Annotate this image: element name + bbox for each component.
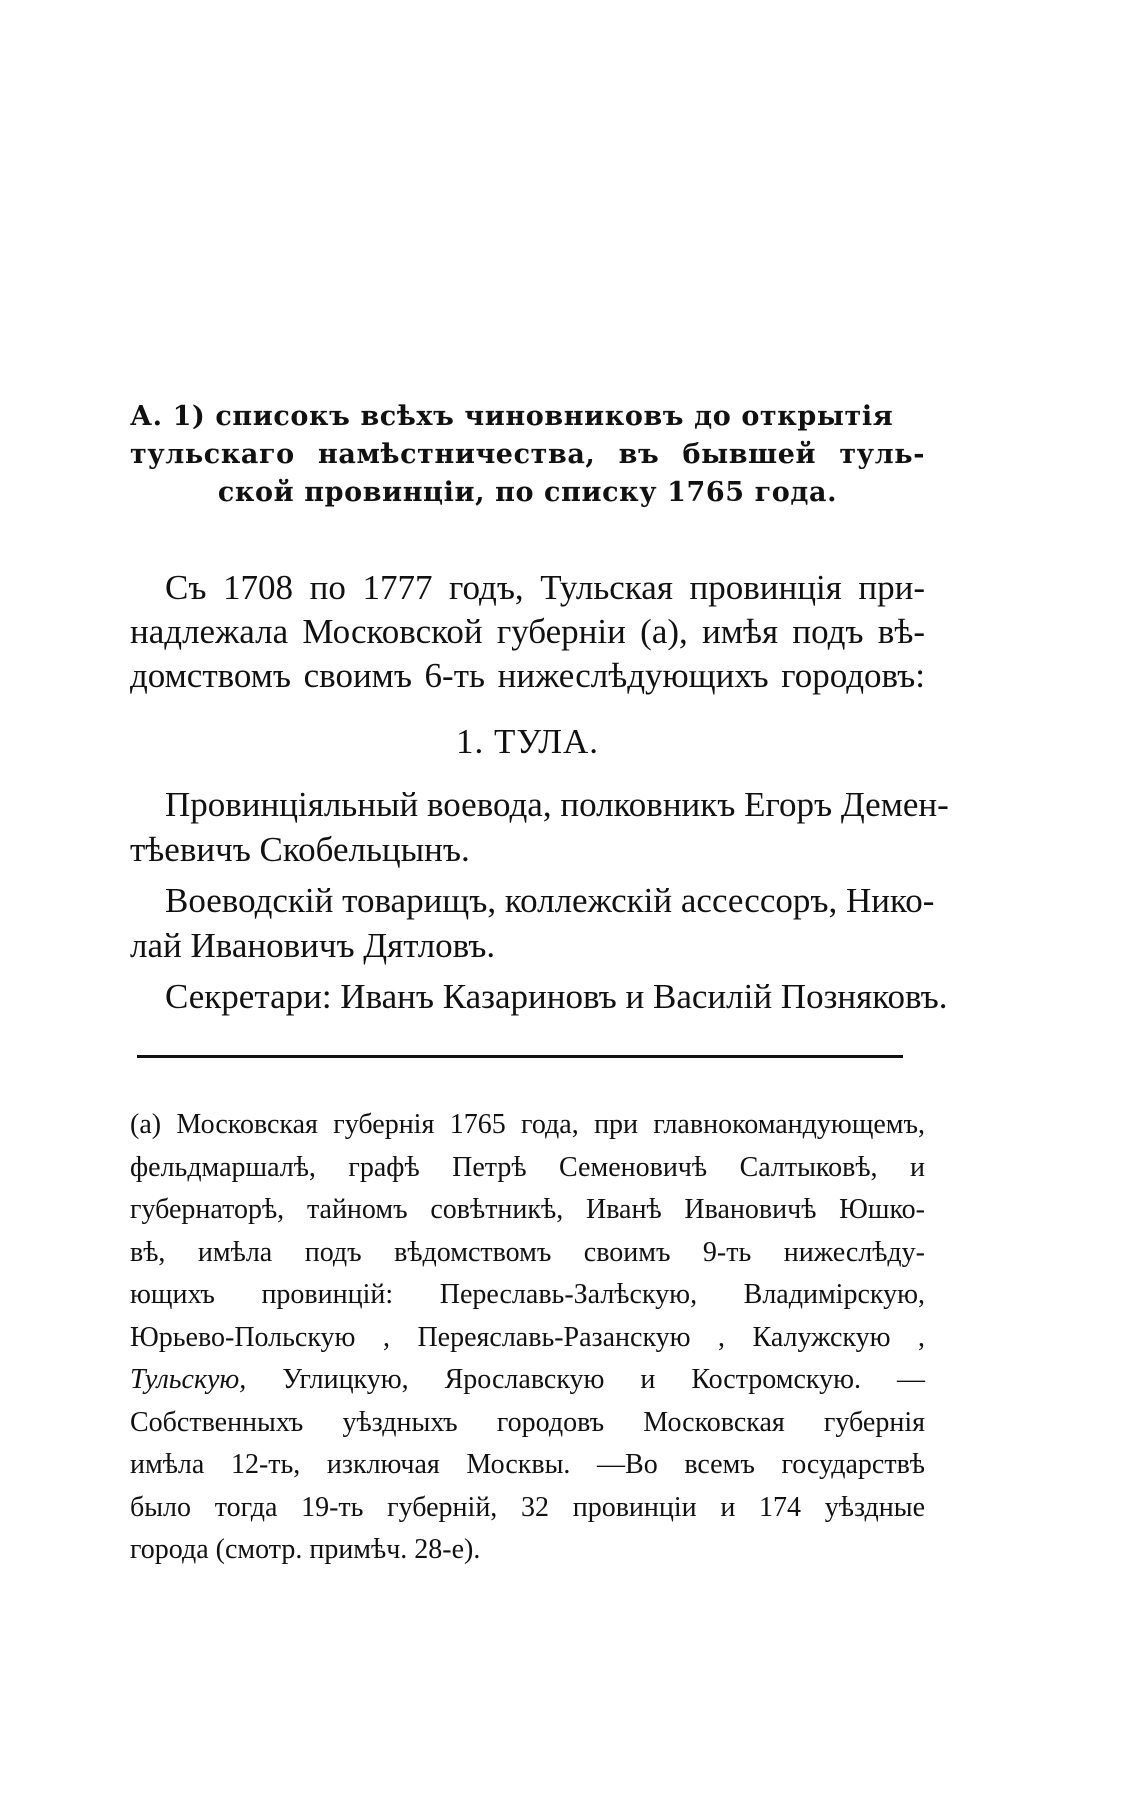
officials-list: [130, 782, 949, 1025]
footnote-line: вѣ, имѣла подъ вѣдомствомъ своимъ 9-ть нижеслѣду-: [130, 1236, 925, 1268]
official-line: лай Ивановичъ Дятловъ.: [130, 926, 496, 965]
heading-line: А. 1) списокъ всѣхъ чиновниковъ до открытія: [130, 401, 894, 432]
official-entry: [130, 782, 949, 872]
footnote-line: города (смотр. примѣч. 28-е).: [130, 1534, 481, 1565]
footnote-divider: [137, 1055, 903, 1058]
heading-line: тульскаго намѣстничества, въ бывшей туль-: [130, 439, 925, 470]
official-line: Воеводскій товарищъ, коллежскій ассессоръ, Нико-: [165, 881, 935, 920]
city-title: 1. ТУЛА.: [456, 722, 599, 761]
heading-line: ской провинціи, по списку 1765 года.: [217, 477, 838, 508]
intro-paragraph: [130, 566, 925, 698]
official-entry: [130, 974, 948, 1019]
footnote-line: имѣла 12-ть, изключая Москвы. —Во всемъ государствѣ: [130, 1449, 925, 1480]
official-line: Секретари: Иванъ Казариновъ и Василій Позняковъ.: [165, 977, 948, 1016]
footnote-line: Юрьево-Польскую , Переяславь-Разанскую , Калужскую ,: [130, 1321, 925, 1353]
section-heading: [130, 398, 925, 512]
official-line: тѣевичъ Скобельцынъ.: [130, 830, 470, 869]
footnote-text: Углицкую, Ярославскую и Костромскую. —: [282, 1364, 925, 1395]
italic-word: Тульскую,: [130, 1364, 247, 1395]
footnote: [130, 1104, 925, 1572]
footnote-line: [130, 1359, 925, 1402]
official-entry: [130, 878, 935, 968]
footnote-line: губернаторѣ, тайномъ совѣтникѣ, Иванѣ Ивановичѣ Юшко-: [130, 1194, 925, 1225]
intro-line: надлежала Московской губерніи (а), имѣя подъ вѣ-: [130, 612, 925, 651]
intro-line: домствомъ своимъ 6-ть нижеслѣдующихъ городовъ:: [130, 656, 925, 695]
footnote-line: (а) Московская губернія 1765 года, при главнокомандующемъ,: [130, 1109, 925, 1140]
footnote-line: было тогда 19-ть губерній, 32 провинціи и 174 уѣздные: [130, 1491, 925, 1523]
footnote-line: Собственныхъ уѣздныхъ городовъ Московская губернія: [130, 1406, 925, 1438]
intro-line: Съ 1708 по 1777 годъ, Тульская провинція при-: [165, 568, 925, 607]
official-line: Провинціяльный воевода, полковникъ Егоръ Демен-: [165, 785, 949, 824]
footnote-line: ющихъ провинцій: Переславь-Залѣскую, Владимірскую,: [130, 1279, 925, 1310]
footnote-line: фельдмаршалѣ, графѣ Петрѣ Семеновичѣ Салтыковѣ, и: [130, 1151, 925, 1183]
